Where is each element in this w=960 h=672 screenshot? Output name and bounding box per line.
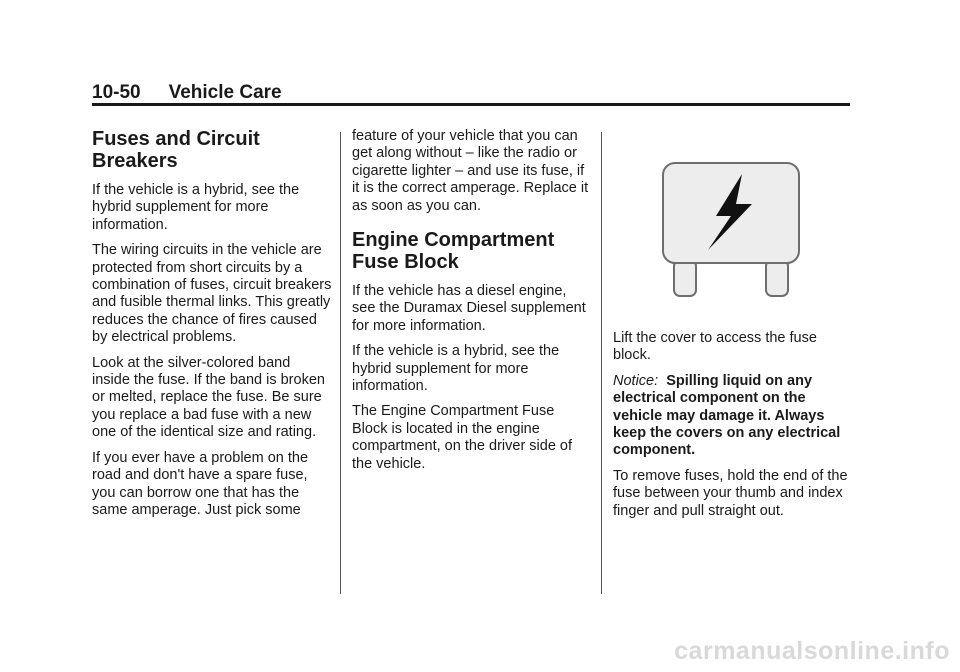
section-heading-engine-fuse-block: Engine Compartment Fuse Block [352, 229, 555, 274]
page-number: 10-50 [92, 82, 141, 103]
paragraph: Lift the cover to access the fuse block. [613, 330, 817, 364]
watermark: carmanualsonline.info [674, 637, 950, 665]
header-rule [92, 103, 850, 106]
paragraph: The Engine Compartment Fuse Block is located in the engine compartment, on the driver side of the vehicle. [352, 403, 573, 472]
notice [613, 373, 853, 460]
paragraph: The wiring circuits in the vehicle are protected from short circuits by a combination of fuses, circuit breakers and fusible thermal links. This greatly reduces the chance of fires caused by electrical problems. [92, 242, 332, 346]
paragraph: If you ever have a problem on the road and don't have a spare fuse, you can borrow one that has the same amperage. Just pick some [92, 449, 309, 518]
paragraph: To remove fuses, hold the end of the fuse between your thumb and index finger and pull straight out. [613, 467, 848, 519]
column-left [92, 128, 332, 527]
notice-label: Notice: [613, 372, 659, 389]
fuse-lightning-icon [660, 160, 802, 300]
paragraph: If the vehicle is a hybrid, see the hybrid supplement for more information. [352, 343, 560, 395]
paragraph: If the vehicle is a hybrid, see the hybrid supplement for more information. [92, 182, 300, 233]
column-divider [340, 132, 341, 594]
page-header [92, 82, 282, 104]
column-divider [601, 132, 602, 594]
section-title: Vehicle Care [168, 82, 282, 103]
paragraph: Look at the silver-colored band inside the fuse. If the band is broken or melted, replace the fuse. Be sure you replace a bad fuse with a new one of the identical size and rating. [92, 354, 325, 441]
section-heading-fuses: Fuses and Circuit Breakers [92, 128, 260, 172]
column-right [613, 330, 853, 528]
notice-text: Spilling liquid on any electrical component on the vehicle may damage it. Always keep the covers on any electrical component. [613, 372, 841, 459]
column-middle [352, 128, 592, 481]
paragraph-continuation: feature of your vehicle that you can get along without – like the radio or cigarette lighter – and use its fuse, if it is the correct amperage. Replace it as soon as you can. [352, 128, 589, 214]
paragraph: If the vehicle has a diesel engine, see the Duramax Diesel supplement for more information. [352, 283, 586, 334]
